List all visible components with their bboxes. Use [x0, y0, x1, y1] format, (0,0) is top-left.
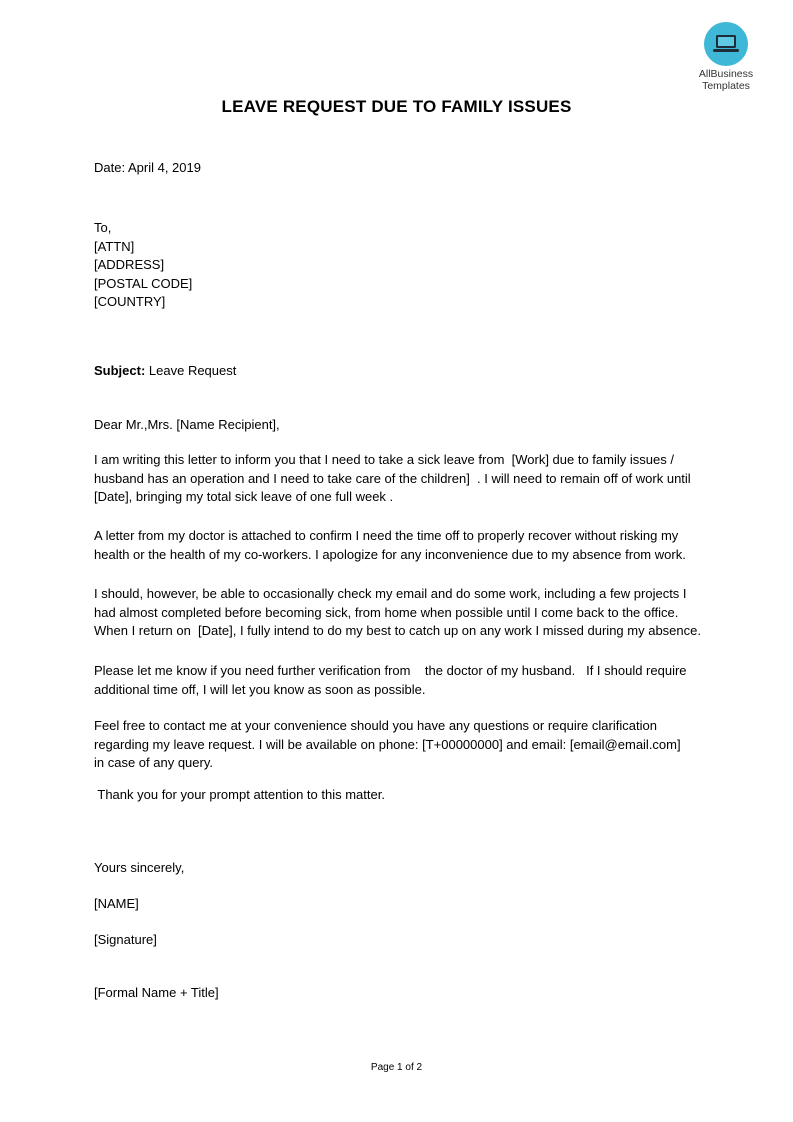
salutation: Dear Mr.,Mrs. [Name Recipient], — [94, 417, 280, 432]
address-block — [94, 219, 192, 312]
page-number: Page 1 of 2 — [370, 1062, 423, 1073]
body-paragraph: A letter from my doctor is attached to confirm I need the time off to properly recover without risking my health or the health of my co-workers. I apologize for any inconvenience due to my absence from work. — [94, 528, 686, 562]
body-paragraph: I should, however, be able to occasionally check my email and do some work, including a few projects I had almost completed before becoming sick, from home when possible until I come back to the office. When I return on [Date], I fully intend to do my best to catch up on any work I missed during my absence. — [94, 586, 701, 638]
closing: Yours sincerely, — [94, 860, 185, 875]
sender-name: [NAME] — [94, 896, 139, 911]
signature: [Signature] — [94, 932, 157, 947]
document-title: LEAVE REQUEST DUE TO FAMILY ISSUES — [221, 97, 572, 116]
formal-name-title: [Formal Name + Title] — [94, 985, 219, 1000]
body-paragraph: Please let me know if you need further verification from the doctor of my husband. If I should require additional time off, I will let you know as soon as possible. — [94, 663, 687, 697]
subject-line — [94, 362, 236, 381]
body-paragraph: Feel free to contact me at your convenience should you have any questions or require clarification regarding my leave request. I will be available on phone: [T+00000000] and email: [email@email.com] in case of any query. — [94, 718, 681, 770]
address-line: [POSTAL CODE] — [94, 275, 193, 291]
address-line: To, — [94, 220, 112, 235]
address-line: [COUNTRY] — [94, 294, 166, 309]
subject-value: Leave Request — [145, 363, 237, 378]
logo-text: AllBusiness Templates — [698, 68, 754, 92]
address-line: [ADDRESS] — [94, 257, 165, 272]
date-line: Date: April 4, 2019 — [94, 160, 201, 175]
address-line: [ATTN] — [94, 238, 135, 254]
company-logo — [694, 22, 758, 92]
body-paragraph: Thank you for your prompt attention to this matter. — [94, 787, 385, 802]
body-paragraph: I am writing this letter to inform you that I need to take a sick leave from [Work] due to family issues / husband has an operation and I need to take care of the children] . I will need to remain off of work until [Date], bringing my total sick leave of one full week . — [94, 452, 691, 504]
subject-label: Subject: — [94, 363, 146, 378]
laptop-icon — [704, 22, 748, 66]
